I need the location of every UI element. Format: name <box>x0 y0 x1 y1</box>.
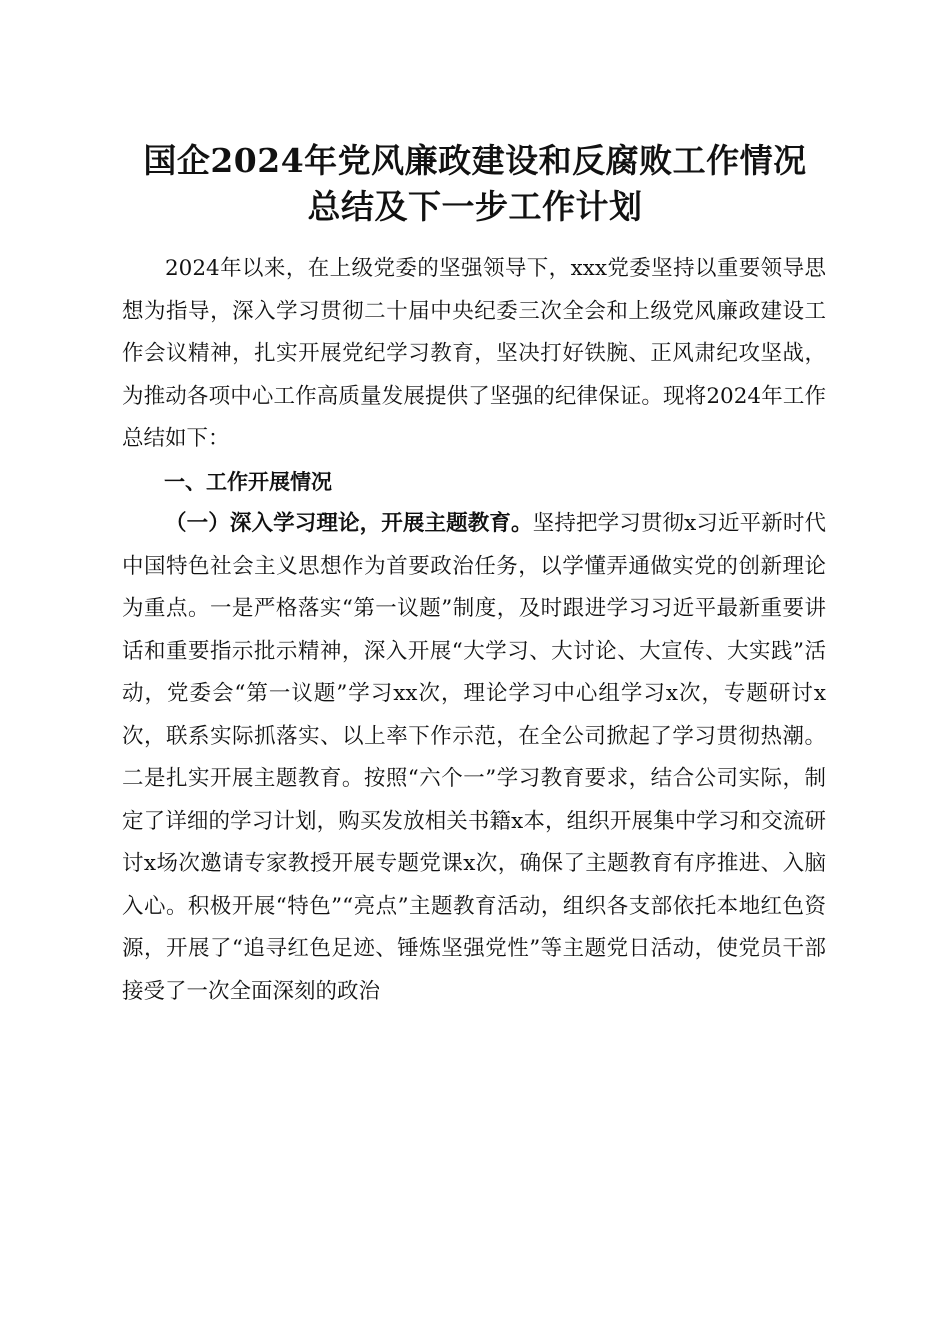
document-body <box>122 248 826 1013</box>
document-title <box>100 138 850 230</box>
subsection-body-1: 坚持把学习贯彻x习近平新时代中国特色社会主义思想作为首要政治任务，以学懂弄通做实党的创新理论为重点。一是严格落实“第一议题”制度，及时跟进学习习近平最新重要讲话和重要指示批示精神，深入开展“大学习、大讨论、大宣传、大实践”活动，党委会“第一议题”学习xx次，理论学习中心组学习x次，专题研讨x次，联系实际抓落实、以上率下作示范，在全公司掀起了学习贯彻热潮。二是扎实开展主题教育。按照“六个一”学习教育要求，结合公司实际，制定了详细的学习计划，购买发放相关书籍x本，组织开展集中学习和交流研讨x场次邀请专家教授开展专题党课x次，确保了主题教育有序推进、入脑入心。积极开展“特色”“亮点”主题教育活动，组织各支部依托本地红色资源，开展了“追寻红色足迹、锤炼坚强党性”等主题党日活动，使党员干部接受了一次全面深刻的政治 <box>122 511 826 1004</box>
intro-paragraph: 2024年以来，在上级党委的坚强领导下，xxx党委坚持以重要领导思想为指导，深入学习贯彻二十届中央纪委三次全会和上级党风廉政建设工作会议精神，扎实开展党纪学习教育，坚决打好铁腕、正风肃纪攻坚战，为推动各项中心工作高质量发展提供了坚强的纪律保证。现将2024年工作总结如下： <box>122 256 826 451</box>
subsection-paragraph-1 <box>122 503 826 1013</box>
title-line-2: 总结及下一步工作计划 <box>307 187 643 226</box>
subsection-heading-1: （一）深入学习理论，开展主题教育。 <box>165 511 533 536</box>
title-line-1: 国企2024年党风廉政建设和反腐败工作情况 <box>143 141 807 180</box>
section-heading-1: 一、工作开展情况 <box>164 469 332 494</box>
